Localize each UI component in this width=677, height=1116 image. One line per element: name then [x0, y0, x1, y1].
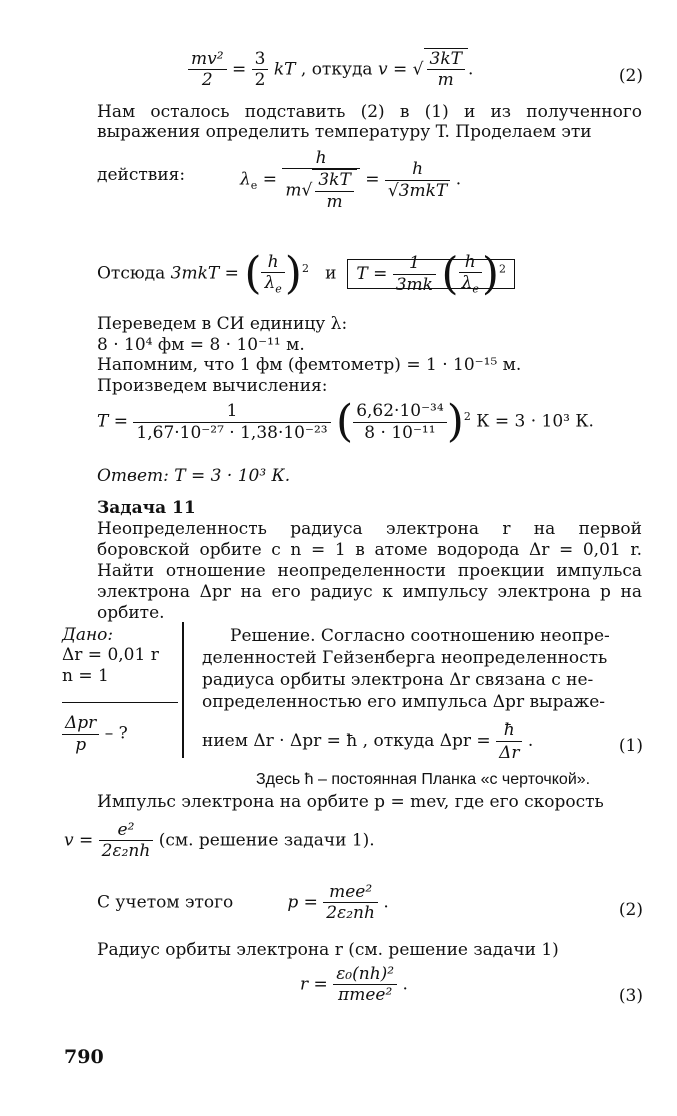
equation-2: $\frac{\text{mv²}}{2}$ = $\frac{3}{2}$ kT , откуда v = √ $\frac{3kT}{m}$ .: [188, 48, 473, 91]
solution-block: Решение. Согласно соотношению неопре- деленностей Гейзенберга неопределенность радиуса орбиты электрона Δr связана с не- определенностью его импульса Δpr выраже- нием Δr · Δpr = ħ , откуда Δpr = $\frac{ħ}{\Delta r}$ .: [202, 625, 642, 764]
paragraph-5: Произведем вычисления:: [97, 376, 328, 396]
given-divider: [182, 622, 184, 758]
paragraph-6: Импульс электрона на орбите p = mev, где его скорость: [97, 792, 604, 812]
paragraph-2: Переведем в СИ единицу λ:: [97, 314, 348, 334]
paragraph-7: Радиус орбиты электрона r (см. решение задачи 1): [97, 940, 559, 960]
solution-equation: нием Δr · Δpr = ħ , откуда Δpr = $\frac{ħ}{\Delta r}$ .: [202, 720, 534, 763]
task-text: Неопределенность радиуса электрона r на первой боровской орбите с n = 1 в атоме водорода Δr = 0,01 r. Найти отношение неопределенности проекции импульса электрона Δpr на его радиус к импульсу электрона p на орбите.: [97, 519, 642, 623]
eq-number-1: (1): [618, 736, 643, 756]
paragraph-1-end: действия:: [97, 165, 186, 185]
eq-number-2b: (2): [618, 900, 643, 920]
page-number: 790: [64, 1046, 104, 1068]
eq-number-3: (3): [618, 986, 643, 1006]
task-title: Задача 11: [97, 498, 196, 518]
given-block: Дано: Δr = 0,01 r n = 1 $\frac{\text{Δpr}}{p}$ – ?: [62, 625, 178, 755]
calculation-equation: T = $\frac{1}{\text{1,67·10⁻²⁷ · 1,38·10⁻²³}}$ ( $\frac{\text{6,62·10⁻³⁴}}{\text{8 · 10⁻¹¹}}$ )$^2$ К = 3 · 10³ К.: [97, 396, 594, 447]
paragraph-1: Нам осталось подставить (2) в (1) и из полученного выражения определить температуру T. Проделаем эти: [97, 102, 642, 143]
radius-equation: r = $\frac{\text{ε₀(nh)²}}{\text{πmee²}}$ .: [300, 964, 408, 1006]
answer: Ответ: T = 3 · 10³ К.: [97, 466, 291, 486]
find-item: $\frac{\text{Δpr}}{p}$ – ?: [62, 702, 178, 755]
paragraph-3: 8 · 10⁴ фм = 8 · 10⁻¹¹ м.: [97, 335, 305, 355]
lambda-equation: $\lambda_e$ = h m√ $\frac{3kT}{m}$ = $\frac{h}{\text{√3mkT}}$ .: [240, 148, 462, 212]
paragraph-4: Напомним, что 1 фм (фемтометр) = 1 · 10⁻¹⁵ м.: [97, 355, 522, 375]
eq-number-2: (2): [618, 66, 643, 86]
boxed-temperature-formula: T = $\frac{1}{3mk}$ ( $\frac{h}{\lambda_e}$ )$^2$: [347, 259, 515, 289]
velocity-equation: v = $\frac{\text{e²}}{\text{2ε₂nh}}$ (см. решение задачи 1).: [64, 820, 375, 862]
note: Здесь ħ – постоянная Планка «с черточкой».: [256, 771, 591, 788]
momentum-equation: С учетом этого p = $\frac{\text{mee²}}{\text{2ε₂nh}}$ .: [97, 882, 389, 924]
otsyuda-equation: Отсюда 3mkT = ( $\frac{h}{\lambda_e}$ )$^2$ и T = $\frac{1}{3mk}$ ( $\frac{h}{\lambda_e}$ )$^2$: [97, 252, 515, 296]
